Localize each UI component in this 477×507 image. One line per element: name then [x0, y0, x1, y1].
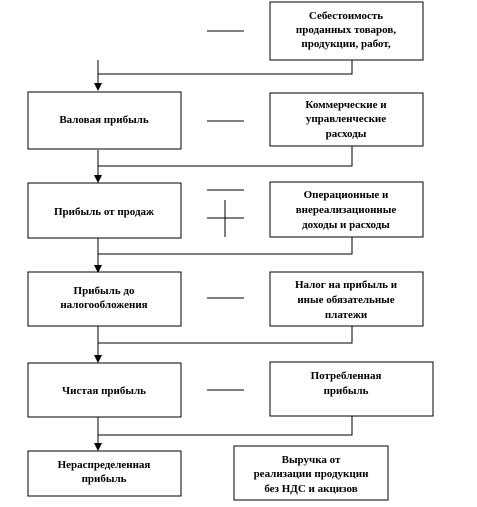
- box-label: расходы: [325, 128, 367, 140]
- box-label: Чистая прибыль: [62, 385, 146, 397]
- box-label: иные обязательные: [297, 294, 395, 306]
- box-label: управленческие: [305, 113, 387, 125]
- operating-income-expenses-box: [270, 182, 423, 237]
- commercial-admin-expenses-box: [270, 93, 423, 146]
- consumed-profit-box: [270, 362, 433, 416]
- box-label: реализации продукции: [253, 468, 369, 480]
- box-label: доходы и расходы: [302, 219, 390, 231]
- box-label: Операционные и: [303, 189, 389, 201]
- connector-line: [98, 416, 352, 435]
- connector-line: [98, 237, 352, 254]
- box-label: Валовая прибыль: [59, 114, 149, 126]
- box-label: внереализационные: [295, 204, 397, 216]
- box-label: прибыль: [81, 473, 127, 485]
- profit-before-tax-box: [28, 272, 181, 326]
- gross-profit-box: [28, 92, 181, 149]
- retained-profit-box: [28, 451, 181, 496]
- box-label: Коммерческие и: [305, 99, 387, 111]
- cost-of-goods-box: [270, 2, 423, 60]
- revenue-box: [234, 446, 388, 500]
- connector-line: [98, 60, 352, 74]
- box-label: без НДС и акцизов: [264, 483, 358, 495]
- connector-line: [98, 326, 352, 343]
- box-label: проданных товаров,: [295, 24, 397, 36]
- income-tax-box: [270, 272, 423, 326]
- box-label: Прибыль до: [73, 285, 135, 297]
- box-label: Нераспределенная: [57, 459, 151, 471]
- box-label: налогообложения: [60, 299, 148, 311]
- box-label: Налог на прибыль и: [294, 279, 398, 291]
- box-label: Себестоимость: [308, 10, 384, 22]
- box-label: Прибыль от продаж: [53, 206, 155, 218]
- box-label: прибыль: [323, 385, 369, 397]
- operators: [207, 31, 244, 390]
- profit-from-sales-box: [28, 183, 181, 238]
- box-label: платежи: [324, 309, 368, 321]
- plus-minus-sign: [207, 190, 244, 237]
- box-label: Потребленная: [310, 370, 382, 382]
- net-profit-box: [28, 363, 181, 417]
- box-label: Выручка от: [281, 454, 341, 466]
- box-label: продукции, работ,: [301, 38, 391, 50]
